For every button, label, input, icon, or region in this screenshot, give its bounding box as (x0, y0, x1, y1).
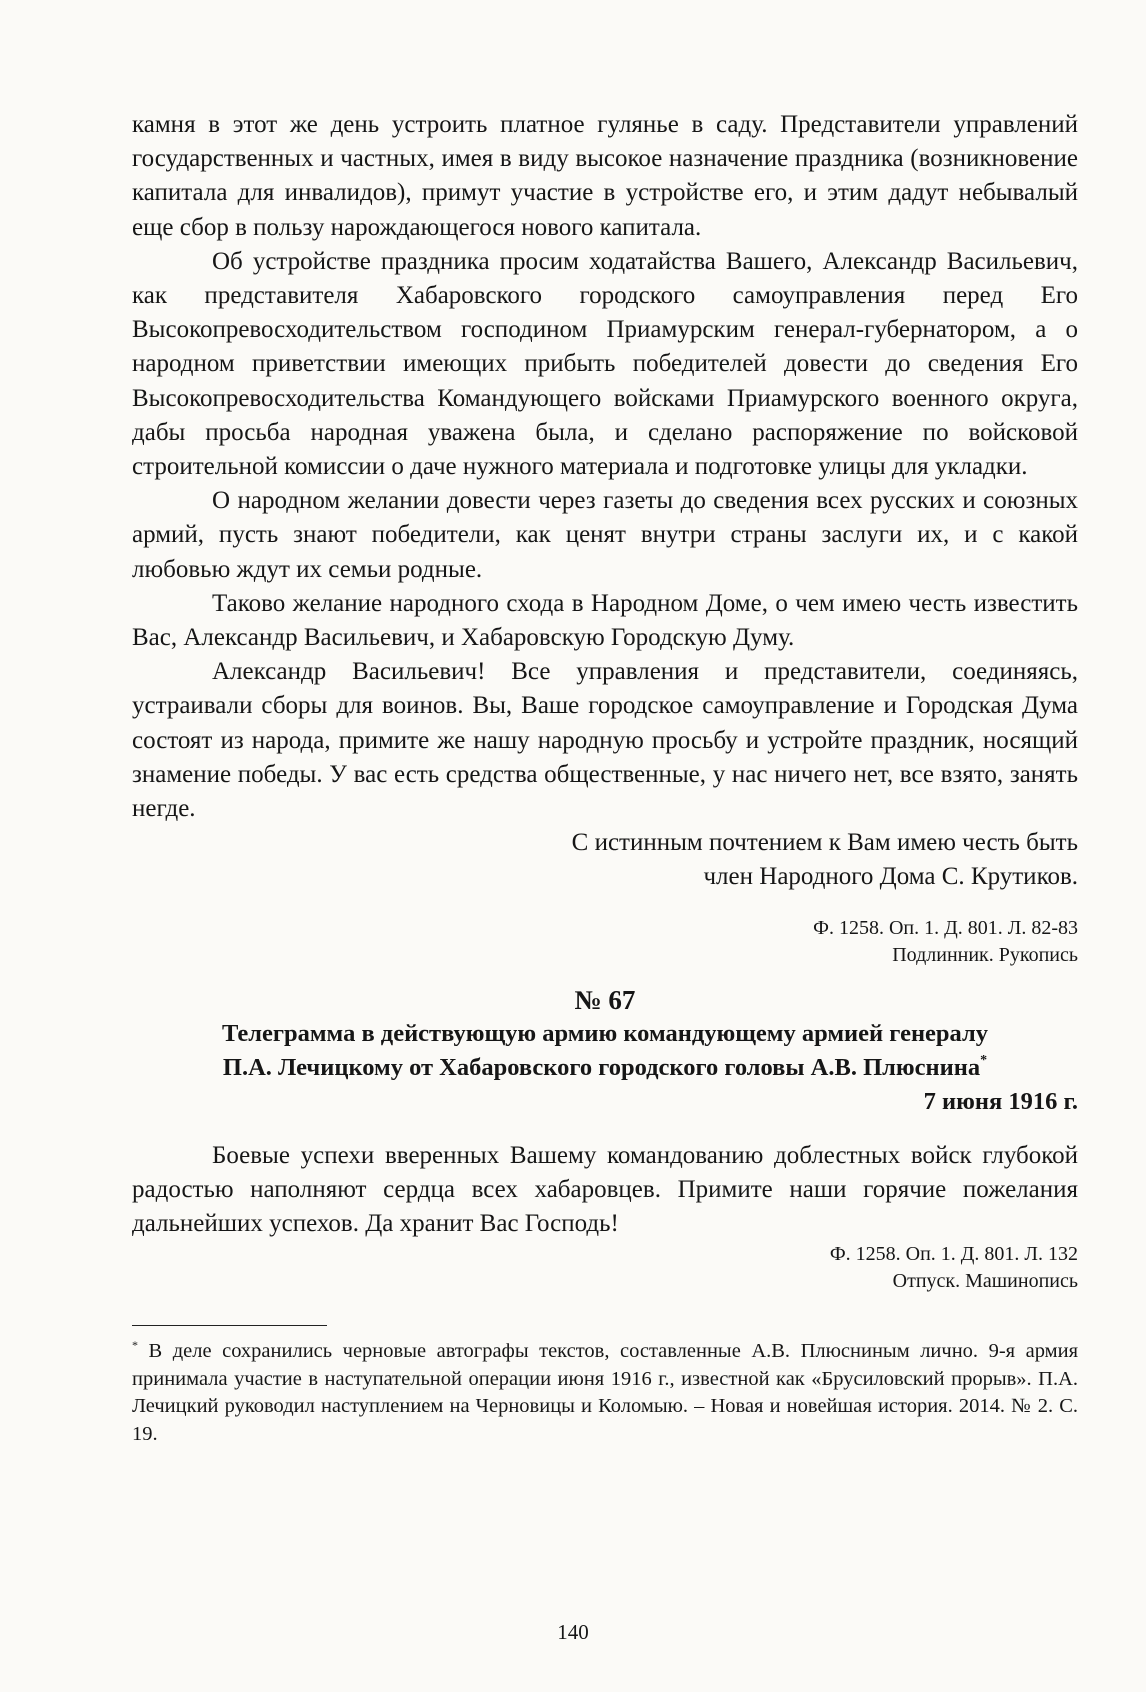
footnote (132, 1338, 1078, 1448)
document-date: 7 июня 1916 г. (923, 1087, 1078, 1115)
closing-signature (132, 826, 1078, 894)
document-title-text: П.А. Лечицкому от Хабаровского городского головы А.В. Плюснина (222, 1053, 981, 1081)
paragraph-request-petition: Об устройстве праздника просим ходатайства Вашего, Александр Васильевич, как представителя Хабаровского городского самоуправления перед Его Высокопревосходительством господином Приамурским генерал-губернатором, а о народном приветствии имеющих прибыть победителей довести до сведения Его Высокопревосходительства Командующего войсками Приамурского военного округа, дабы просьба народная уважена была, и сделано распоряжение по войсковой строительной комиссии о даче нужного материала и подготовке улицы для укладки. (132, 247, 1078, 481)
document-title-line: Телеграмма в действующую армию командующему армией генералу (221, 1019, 989, 1047)
paragraph-appeal: Александр Васильевич! Все управления и представители, соединяясь, устраивали сборы для воинов. Вы, Ваше городское самоуправление и Городская Дума состоят из народа, примите же нашу народную просьбу и устройте праздник, носящий знамение победы. У вас есть средства общественные, у нас ничего нет, все взято, занять негде. (132, 658, 1078, 823)
document-title (132, 1017, 1078, 1085)
archive-note: Отпуск. Машинопись (892, 1270, 1078, 1293)
footnote-divider (132, 1325, 327, 1326)
paragraph-newspapers: О народном желании довести через газеты до сведения всех русских и союзных армий, пусть знают победители, как ценят внутри страны заслуги их, и с какой любовью ждут их семьи родные. (132, 487, 1078, 583)
document-title-line (132, 1051, 1078, 1085)
archive-note: Подлинник. Рукопись (892, 943, 1078, 966)
footnote-mark: * (132, 1338, 138, 1353)
closing-line: С истинным почтением к Вам имею честь быть (571, 829, 1078, 857)
archive-source-2 (132, 1241, 1078, 1295)
document-number: № 67 (574, 984, 636, 1015)
archive-reference: Ф. 1258. Оп. 1. Д. 801. Л. 82-83 (813, 916, 1078, 939)
archive-source-1 (132, 915, 1078, 969)
paragraph-assembly-wish: Таково желание народного схода в Народном Доме, о чем имею честь известить Вас, Александр Васильевич, и Хабаровскую Городскую Думу. (132, 589, 1078, 652)
archive-reference: Ф. 1258. Оп. 1. Д. 801. Л. 132 (829, 1243, 1078, 1266)
telegram-text: Боевые успехи вверенных Вашему командованию доблестных войск глубокой радостью наполняют сердца всех хабаровцев. Примите наши горячие пожелания дальнейших успехов. Да хранит Вас Господь! (132, 1141, 1078, 1238)
footnote-text: В деле сохранились черновые автографы текстов, составленные А.В. Плюсниным лично. 9-я армия принимала участие в наступательной операции июня 1916 г., известной как «Брусиловский прорыв». П.А. Лечицкий руководил наступлением на Черновицы и Коломыю. – Новая и новейшая история. 2014. № 2. С. 19. (132, 1340, 1079, 1445)
paragraph-continuation: камня в этот же день устроить платное гулянье в саду. Представители управлений государственных и частных, имея в виду высокое назначение праздника (возникновение капитала для инвалидов), примут участие в устройстве его, и этим дадут небывалый еще сбор в пользу нарождающегося нового капитала. (132, 111, 1078, 241)
page-number: 140 (557, 1620, 589, 1644)
footnote-reference-mark[interactable]: * (980, 1052, 988, 1068)
document-page (132, 108, 1078, 1448)
signature-line: член Народного Дома С. Крутиков. (703, 863, 1078, 891)
